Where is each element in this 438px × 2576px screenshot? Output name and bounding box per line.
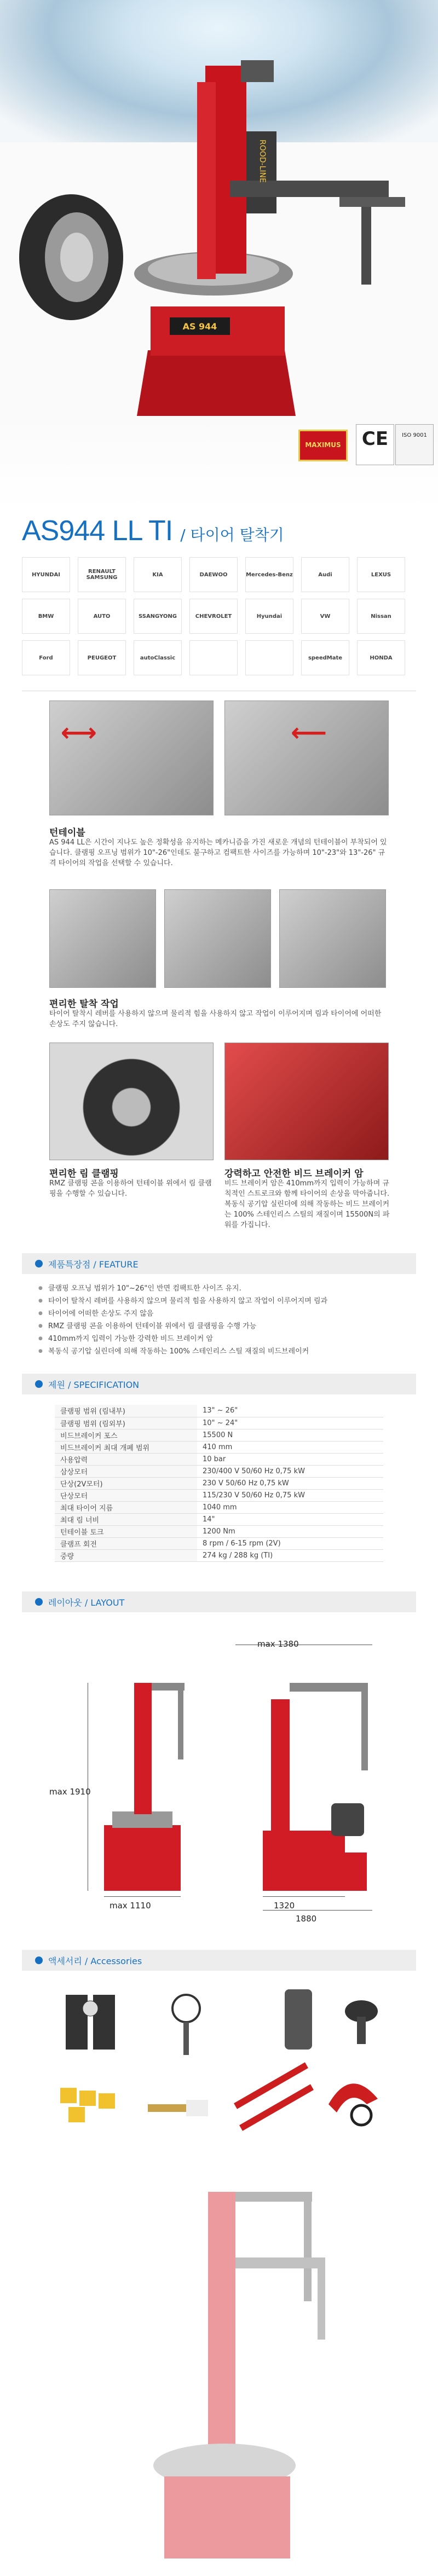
dim-left: max 1910 [49, 1787, 91, 1797]
turntable-description: AS 944 LL은 시간이 지나도 높은 정확성을 유지하는 메카니즘을 가진 새로운 개념의 턴테이블이 부착되어 있습니다. 클램핑 오프닝 범위가 10"-26"인데도 불구하고 컴팩트한 사이즈를 가능하며 10"-23"와 13"-26" 규격 타이어의 작업을 선택할 수 있습니다. [49, 838, 387, 867]
spec-key: 턴테이블 토크 [55, 1525, 197, 1537]
bullet-icon [35, 1380, 43, 1388]
brand-logo: Hyundai [245, 599, 293, 634]
table-row [55, 1417, 383, 1429]
spec-value: 10" ~ 24" [197, 1417, 383, 1429]
brand-logo [189, 640, 238, 675]
ce-mark: CE [356, 424, 394, 465]
spec-value: 1040 mm [197, 1501, 383, 1513]
table-row [55, 1453, 383, 1465]
table-row [55, 1429, 383, 1441]
table-row [55, 1501, 383, 1513]
compatible-brand-logos [22, 557, 416, 683]
spec-key: 사용압력 [55, 1453, 197, 1465]
table-row [55, 1549, 383, 1561]
spec-key: 비드브레이커 최대 개폐 범위 [55, 1441, 197, 1453]
table-row [55, 1513, 383, 1525]
spec-value: 115/230 V 50/60 Hz 0,75 kW [197, 1489, 383, 1501]
brand-logo: KIA [134, 557, 182, 592]
spec-key: 단상(2V모터) [55, 1477, 197, 1489]
turntable-title: 턴테이블 [49, 827, 85, 838]
spec-section-header [22, 1374, 416, 1394]
dim-bottom-total: 1880 [296, 1914, 317, 1924]
spec-key: 최대 림 너비 [55, 1513, 197, 1525]
feature-section-label: 제품특장점 / FEATURE [48, 1259, 139, 1270]
breaker-description: 비드 브레이커 암은 410mm까지 입력이 가능하며 규칙적인 스트로크와 함께 타이어의 손상을 막아줍니다. 복동식 공기압 실린더에 의해 작동하는 비드 브레이커는 100% 스테인리스 스틸의 재질이며 15500N의 파워를 가집니다. [224, 1179, 390, 1229]
table-row [55, 1405, 383, 1417]
clamping-title: 편리한 림 클램핑 [49, 1168, 119, 1179]
brand-logo: RENAULT SAMSUNG [78, 557, 126, 592]
brand-logo [245, 640, 293, 675]
brand-logo: PEUGEOT [78, 640, 126, 675]
brand-logo: BMW [22, 599, 70, 634]
iso-certificate: ISO 9001 [395, 424, 434, 465]
spec-key: 클램핑 범위 (림내부) [55, 1405, 197, 1417]
detach-photo-1 [49, 889, 156, 988]
feature-section-header [22, 1253, 416, 1274]
spec-key: 중량 [55, 1549, 197, 1561]
feature-item: ● 410mm까지 입력이 가능한 강력한 비드 브레이커 암 [38, 1333, 411, 1345]
detach-title: 편리한 탈착 작업 [49, 999, 119, 1010]
spec-value: 230 V 50/60 Hz 0,75 kW [197, 1477, 383, 1489]
detach-description: 타이어 탈착시 레버를 사용하지 않으며 물리적 힘을 사용하지 않고 작업이 이루어지며 림과 타이어에 어떠한 손상도 주지 않습니다. [49, 1010, 382, 1028]
spec-key: 단상모터 [55, 1489, 197, 1501]
table-row [55, 1441, 383, 1453]
spec-value: 1200 Nm [197, 1525, 383, 1537]
layout-section-label: 레이아웃 / LAYOUT [48, 1597, 125, 1608]
feature-item: ● 타이어 탈착시 레버를 사용하지 않으며 물리적 힘을 사용하지 않고 작업이 이루어지며 림과 [38, 1295, 411, 1307]
spec-value: 10 bar [197, 1453, 383, 1465]
accessories-illustrations [22, 1978, 416, 2159]
rim-clamping-photo [49, 1043, 214, 1160]
brand-logo: autoClassic [134, 640, 182, 675]
brand-logo: Nissan [357, 599, 405, 634]
turntable-photo-1: ⟷ [49, 701, 214, 815]
layout-section-header [22, 1591, 416, 1612]
spec-table [55, 1405, 383, 1562]
bullet-icon [35, 1260, 43, 1267]
brand-logo: HONDA [357, 640, 405, 675]
spec-key: 삼상모터 [55, 1465, 197, 1477]
brand-logo: HYUNDAI [22, 557, 70, 592]
brand-logo: Audi [301, 557, 349, 592]
feature-list [38, 1282, 411, 1358]
product-subtitle: / 타이어 탈착기 [180, 526, 284, 544]
spec-key: 클램핑 범위 (림외부) [55, 1417, 197, 1429]
spec-section-label: 제원 / SPECIFICATION [48, 1379, 140, 1390]
table-row [55, 1489, 383, 1501]
brand-logo: speedMate [301, 640, 349, 675]
brand-logo: Ford [22, 640, 70, 675]
detach-photo-3 [279, 889, 386, 988]
table-row [55, 1465, 383, 1477]
brand-logo: Mercedes-Benz [245, 557, 293, 592]
product-title [22, 514, 284, 547]
dim-bottom-left: max 1110 [110, 1901, 151, 1911]
table-row [55, 1537, 383, 1549]
brand-logo: SSANGYONG [134, 599, 182, 634]
clamping-description: RMZ 클램핑 콘을 이용하여 턴테이블 위에서 림 클램핑을 수행할 수 있습니다. [49, 1179, 212, 1198]
bullet-icon [35, 1956, 43, 1964]
feature-item: ● RMZ 클램핑 콘을 이용하여 턴테이블 위에서 림 클램핑을 수행 가능 [38, 1320, 411, 1333]
breaker-title: 강력하고 안전한 비드 브레이커 암 [224, 1168, 364, 1179]
spec-value: 230/400 V 50/60 Hz 0,75 kW [197, 1465, 383, 1477]
table-row [55, 1477, 383, 1489]
detach-photo-2 [164, 889, 271, 988]
hero-section [0, 0, 438, 509]
brand-badge: MAXIMUS [298, 430, 348, 461]
feature-item: ● 타이어에 어떠한 손상도 주지 않음 [38, 1307, 411, 1320]
dim-top: max 1380 [257, 1639, 299, 1649]
spec-key: 최대 타이어 지름 [55, 1501, 197, 1513]
accessories-section-label: 액세서리 / Accessories [48, 1955, 142, 1966]
bottom-machine-illustration [131, 2159, 350, 2575]
spec-value: 410 mm [197, 1441, 383, 1453]
brand-logo: CHEVROLET [189, 599, 238, 634]
accessories-section-header [22, 1950, 416, 1971]
spec-key: 비드브레이커 포스 [55, 1429, 197, 1441]
table-row [55, 1525, 383, 1537]
brand-logo: VW [301, 599, 349, 634]
spec-value: 15500 N [197, 1429, 383, 1441]
spec-value: 13" ~ 26" [197, 1405, 383, 1417]
feature-item: ● 클램핑 오프닝 범위가 10"~26"인 반면 컴팩트한 사이즈 유지. [38, 1282, 411, 1295]
svg-text:AS 944: AS 944 [182, 321, 217, 332]
spec-value: 14" [197, 1513, 383, 1525]
bullet-icon [35, 1598, 43, 1606]
model-name: AS944 LL TI [22, 515, 173, 547]
bead-breaker-photo [224, 1043, 389, 1160]
dim-bottom-mid: 1320 [274, 1901, 295, 1911]
layout-drawing [22, 1623, 416, 1918]
spec-value: 274 kg / 288 kg (TI) [197, 1549, 383, 1561]
turntable-photo-2: ⟵ [224, 701, 389, 815]
brand-logo: AUTO [78, 599, 126, 634]
spec-value: 8 rpm / 6-15 rpm (2V) [197, 1537, 383, 1549]
spec-key: 클램프 회전 [55, 1537, 197, 1549]
feature-item: ● 복동식 공기압 실린더에 의해 작동하는 100% 스테인리스 스틸 재질의 비드브레이커 [38, 1345, 411, 1358]
svg-text:ROOD-LINE: ROOD-LINE [258, 140, 267, 183]
brand-logo: DAEWOO [189, 557, 238, 592]
brand-logo: LEXUS [357, 557, 405, 592]
